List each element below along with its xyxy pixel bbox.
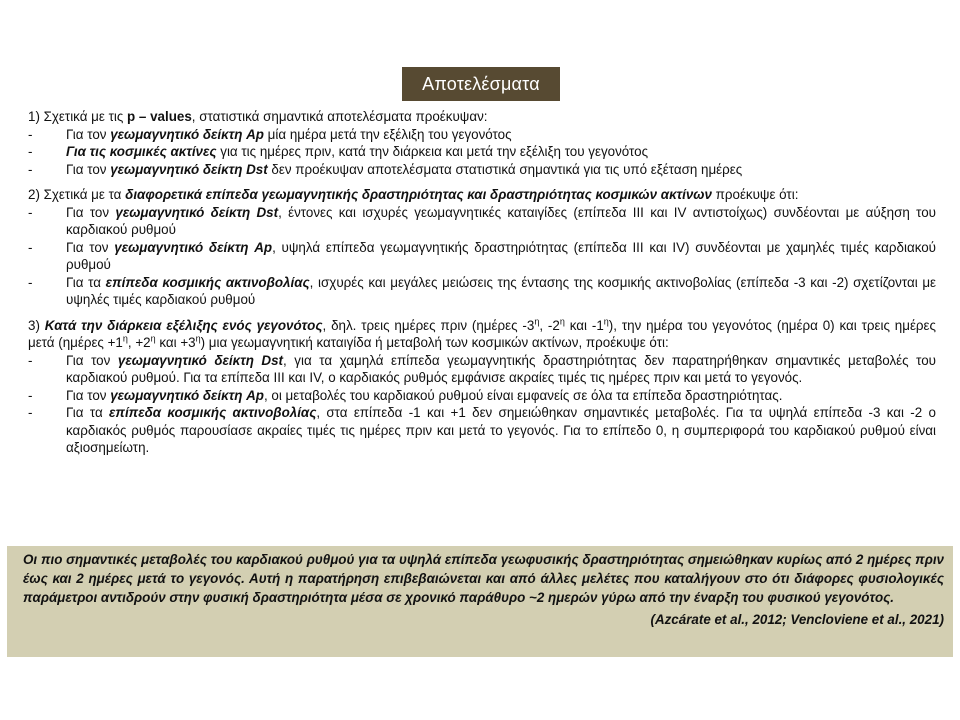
dash-bullet: - — [28, 352, 33, 368]
summary-text: Οι πιο σημαντικές μεταβολές του καρδιακού ρυθμού για τα υψηλά επίπεδα γεωφυσικής δραστηριότητας σημειώθηκαν κυρίως από 2 ημέρες πριν έως και 2 ημέρες μετά το γεγονός. Αυτή η παρατήρηση επιβεβαιώνεται και από άλλες μελέτες που καταλήγουν στο ότι διάφορες φυσιολογικές παράμετροι αντιδρούν στην φυσική δραστηριότητα μέσα σε χρονικό παράθυρο ~2 ημερών γύρω από την έναρξη του φυσικού γεγονότος. — [23, 552, 944, 605]
text-run: η — [150, 333, 156, 344]
dash-bullet: - — [28, 204, 33, 220]
text-run: , υψηλά επίπεδα γεωμαγνητικής δραστηριότητας (επίπεδα III και IV) συνδέονται με χαμηλές τιμές καρδιακού ρυθμού — [66, 239, 937, 272]
text-run: γεωμαγνητικό δείκτη Ap — [110, 126, 264, 142]
text-run: γεωμαγνητικό δείκτη Dst — [117, 352, 284, 368]
dash-bullet: - — [28, 126, 33, 142]
bullet-text — [66, 126, 936, 144]
bullet-text — [66, 404, 936, 457]
results-section-1 — [28, 108, 936, 178]
slide-title: Αποτελέσματα — [402, 67, 560, 101]
bullet-item — [28, 204, 936, 239]
text-run: 1) Σχετικά με τις — [28, 109, 128, 124]
bullet-item — [28, 239, 936, 274]
dash-bullet: - — [28, 387, 33, 403]
bullet-item — [28, 161, 936, 179]
text-run: γεωμαγνητικό δείκτη Dst — [110, 161, 268, 177]
dash-bullet: - — [28, 144, 33, 159]
text-run: , +2 — [127, 335, 151, 350]
dash-bullet: - — [28, 274, 33, 290]
text-run: Για τα — [66, 274, 106, 290]
text-run: 3) — [28, 317, 45, 333]
text-run: Για τον — [66, 387, 111, 403]
text-run: Για τον — [66, 126, 111, 142]
text-run: , στα επίπεδα -1 και +1 δεν σημειώθηκαν σημαντικές μεταβολές. Για τα υψηλά επίπεδα -3 και -2 ο καρδιακός ρυθμός παρουσίασε ακραίες τιμές τις ημέρες πριν και μετά το γεγονός. Για το επίπεδο 0, η συμπεριφορά του καρδιακού ρυθμού είναι αξιοσημείωτη. — [66, 405, 936, 455]
text-run: , στατιστικά σημαντικά αποτελέσματα προέκυψαν: — [191, 109, 488, 124]
text-run: Για τον — [66, 239, 115, 255]
summary-reference: (Azcárate et al., 2012; Vencloviene et al., 2021) — [650, 612, 944, 627]
results-section-2 — [28, 186, 936, 309]
bullet-text — [66, 204, 936, 239]
bullet-item — [28, 143, 936, 161]
dash-bullet: - — [28, 161, 33, 177]
text-run: γεωμαγνητικό δείκτη Dst — [115, 204, 279, 220]
text-run: η — [534, 316, 540, 327]
bullet-text — [66, 161, 936, 179]
results-content — [28, 108, 936, 465]
text-run: , οι μεταβολές του καρδιακού ρυθμού είναι εμφανείς σε όλα τα επίπεδα δραστηριότητας. — [263, 387, 783, 403]
text-run: Για τον — [66, 352, 118, 368]
text-run: , έντονες και ισχυρές γεωμαγνητικές καταιγίδες (επίπεδα III και IV αντιστοίχως) συνδέονται με αύξηση του καρδιακού ρυθμού — [66, 204, 936, 237]
bullet-item — [28, 352, 936, 387]
text-run: Για τα — [66, 405, 110, 420]
text-run: 2) Σχετικά με τα — [28, 187, 126, 202]
summary-box — [7, 546, 953, 657]
text-run: διαφορετικά επίπεδα γεωμαγνητικής δραστηριότητας και δραστηριότητας κοσμικών ακτίνων — [125, 187, 712, 202]
text-run: η — [195, 333, 201, 344]
text-run: , ισχυρές και μεγάλες μειώσεις της έντασης της κοσμικής ακτινοβολίας (επίπεδα -3 και -2) σχετίζονται με υψηλές τιμές καρδιακού ρυθμού — [66, 274, 937, 307]
text-run: προέκυψε ότι: — [711, 187, 799, 202]
text-run: p – values — [127, 109, 192, 124]
text-run: ), την ημέρα του γεγονότος (ημέρα 0) και τρεις ημέρες μετά (ημέρες +1 — [28, 317, 936, 350]
text-run: η — [122, 333, 128, 344]
text-run: Κατά την διάρκεια εξέλιξης ενός γεγονότος — [44, 317, 323, 333]
bullet-item — [28, 126, 936, 144]
text-run: Για τις κοσμικές ακτίνες — [66, 144, 217, 159]
text-run: ) μια γεωμαγνητική καταιγίδα ή μεταβολή των κοσμικών ακτίνων, προέκυψε ότι: — [200, 335, 669, 350]
text-run: γεωμαγνητικό δείκτη Ap — [114, 239, 273, 255]
text-run: για τις ημέρες πριν, κατά την διάρκεια και μετά την εξέλιξη του γεγονότος — [216, 144, 649, 159]
text-run: δεν προέκυψαν αποτελέσματα στατιστικά σημαντικά για τις υπό εξέταση ημέρες — [267, 161, 743, 177]
bullet-item — [28, 404, 936, 457]
text-run: η — [603, 316, 609, 327]
text-run: μία ημέρα μετά την εξέλιξη του γεγονότος — [263, 126, 512, 142]
section-heading — [28, 108, 936, 126]
bullet-item — [28, 274, 936, 309]
bullet-text — [66, 239, 936, 274]
text-run: επίπεδα κοσμικής ακτινοβολίας — [109, 405, 317, 420]
bullet-text — [66, 387, 936, 405]
text-run: και -1 — [564, 317, 604, 333]
bullet-text — [66, 274, 936, 309]
text-run: γεωμαγνητικό δείκτη Ap — [110, 387, 264, 403]
bullet-text — [66, 352, 936, 387]
text-run: , για τα χαμηλά επίπεδα γεωμαγνητικής δραστηριότητας δεν παρατηρήθηκαν σημαντικές μεταβολές του καρδιακού ρυθμού. Για τα επίπεδα III και IV, ο καρδιακός ρυθμός εμφάνισε ακραίες τιμές τις ημέρες πριν και μετά το γεγονός. — [66, 352, 936, 385]
dash-bullet: - — [28, 405, 33, 420]
bullet-item — [28, 387, 936, 405]
text-run: , δηλ. τρεις ημέρες πριν (ημέρες -3 — [322, 317, 535, 333]
text-run: , -2 — [539, 317, 560, 333]
text-run: επίπεδα κοσμικής ακτινοβολίας — [105, 274, 310, 290]
section-heading — [28, 186, 936, 204]
text-run: Για τον — [66, 204, 116, 220]
text-run: και +3 — [155, 335, 196, 350]
text-run: η — [559, 316, 565, 327]
text-run: Για τον — [66, 161, 111, 177]
section-heading — [28, 317, 936, 352]
dash-bullet: - — [28, 239, 33, 255]
bullet-text — [66, 143, 936, 161]
results-section-3 — [28, 317, 936, 457]
